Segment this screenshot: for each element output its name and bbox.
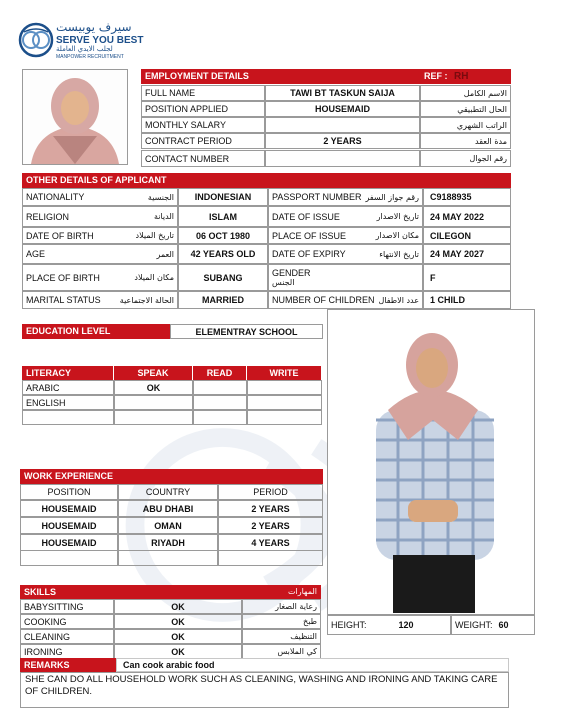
work-cell: RIYADH	[118, 534, 218, 551]
ref-label: REF :	[424, 71, 448, 81]
skill-value: OK	[114, 644, 242, 659]
literacy-cell: OK	[114, 380, 193, 395]
other-right-label-ar: مكان الاصدار	[375, 231, 419, 240]
other-left-label-ar: العمر	[156, 249, 174, 259]
remarks-short: Can cook arabic food	[116, 658, 509, 672]
brand-arabic-sub: لجلب الايدي العاملة	[56, 45, 113, 53]
logo-emblem-icon	[18, 22, 54, 58]
ref-box	[420, 69, 511, 84]
other-right-label	[268, 227, 423, 244]
other-left-label	[22, 188, 178, 206]
employment-row-value	[265, 117, 420, 133]
work-cell: 2 YEARS	[218, 517, 323, 534]
work-cell	[118, 550, 218, 566]
literacy-cell	[114, 410, 193, 425]
weight-cell	[451, 615, 535, 635]
weight-value: 60	[498, 620, 509, 630]
other-left-value: SUBANG	[178, 264, 268, 291]
other-right-label-en: NUMBER OF CHILDREN	[272, 295, 375, 305]
other-right-label-en: GENDER	[272, 268, 311, 278]
skill-ar: رعاية الصغار	[242, 599, 321, 614]
employment-row-label: CONTACT NUMBER	[141, 150, 265, 167]
employment-row-ar: الراتب الشهري	[420, 117, 511, 133]
other-left-value: INDONESIAN	[178, 188, 268, 206]
employment-row-label: FULL NAME	[141, 85, 265, 101]
other-right-label	[268, 291, 423, 309]
employment-row-ar: الاسم الكامل	[420, 85, 511, 101]
other-right-value: 1 CHILD	[423, 291, 511, 309]
literacy-cell: ENGLISH	[22, 395, 114, 410]
other-right-value: 24 MAY 2022	[423, 206, 511, 227]
other-left-label	[22, 227, 178, 244]
other-right-label-ar: رقم جواز السفر	[365, 192, 419, 202]
work-column-header: COUNTRY	[118, 484, 218, 500]
other-right-label	[268, 206, 423, 227]
skill-label: BABYSITTING	[20, 599, 114, 614]
other-left-label-en: PLACE OF BIRTH	[26, 272, 100, 283]
skill-label: IRONING	[20, 644, 114, 659]
skills-title-ar: المهارات	[287, 587, 317, 596]
work-cell: 4 YEARS	[218, 534, 323, 551]
height-cell	[327, 615, 451, 635]
other-right-label-en: DATE OF EXPIRY	[272, 249, 346, 259]
literacy-cell	[247, 410, 322, 425]
skills-title: SKILLS	[24, 587, 57, 597]
skill-value: OK	[114, 599, 242, 614]
applicant-portrait-icon	[23, 70, 127, 164]
literacy-cell	[114, 395, 193, 410]
work-cell	[20, 550, 118, 566]
skill-value: OK	[114, 629, 242, 644]
skills-header	[20, 585, 321, 599]
other-right-label-ar: تاريخ الانتهاء	[379, 249, 419, 259]
employment-row-ar: الحال التطبيقي	[420, 101, 511, 117]
literacy-header: LITERACY	[22, 366, 114, 380]
brand-sub: MANPOWER RECRUITMENT	[56, 54, 124, 60]
other-left-label	[22, 291, 178, 309]
other-left-label-ar: الجنسية	[147, 192, 174, 202]
work-header: WORK EXPERIENCE	[20, 469, 323, 484]
other-right-label-en: DATE OF ISSUE	[272, 211, 340, 222]
work-column-header: PERIOD	[218, 484, 323, 500]
other-right-label	[268, 244, 423, 264]
other-left-label	[22, 206, 178, 227]
employment-row-ar: مدة العقد	[420, 133, 511, 149]
literacy-cell	[193, 380, 247, 395]
education-value: ELEMENTRAY SCHOOL	[170, 324, 323, 339]
skill-ar: التنظيف	[242, 629, 321, 644]
education-label: EDUCATION LEVEL	[22, 324, 170, 339]
employment-row-value: HOUSEMAID	[265, 101, 420, 117]
other-left-label-en: MARITAL STATUS	[26, 295, 101, 305]
employment-row-label: POSITION APPLIED	[141, 101, 265, 117]
remarks-label: REMARKS	[20, 658, 116, 672]
employment-row-label: MONTHLY SALARY	[141, 117, 265, 133]
other-left-label	[22, 244, 178, 264]
other-left-value: ISLAM	[178, 206, 268, 227]
ref-value: RH	[454, 71, 469, 82]
work-cell: HOUSEMAID	[20, 534, 118, 551]
other-left-label-ar: الديانة	[153, 212, 174, 221]
skill-ar: طبخ	[242, 614, 321, 629]
literacy-cell	[22, 410, 114, 425]
literacy-cell	[193, 395, 247, 410]
other-right-label	[268, 264, 423, 291]
employment-header: EMPLOYMENT DETAILS	[141, 69, 420, 84]
brand-arabic-name: سيرف يوبيست	[56, 20, 132, 34]
employment-row-value: TAWI BT TASKUN SAIJA	[265, 85, 420, 101]
work-cell	[218, 550, 323, 566]
other-right-label-en: PASSPORT NUMBER	[272, 192, 362, 202]
other-left-value: 06 OCT 1980	[178, 227, 268, 244]
other-left-label	[22, 264, 178, 291]
other-right-label	[268, 188, 423, 206]
other-right-label-en: PLACE OF ISSUE	[272, 230, 347, 241]
other-right-label-ar: عدد الاطفال	[378, 295, 419, 305]
other-right-value: F	[423, 264, 511, 291]
work-column-header: POSITION	[20, 484, 118, 500]
other-left-label-ar: مكان الميلاد	[134, 273, 174, 282]
skill-label: CLEANING	[20, 629, 114, 644]
other-left-label-en: DATE OF BIRTH	[26, 230, 94, 241]
applicant-photo-small	[22, 69, 128, 165]
employment-row-value: 2 YEARS	[265, 133, 420, 149]
other-left-label-en: AGE	[26, 249, 46, 259]
literacy-header: READ	[193, 366, 247, 380]
work-cell: HOUSEMAID	[20, 500, 118, 517]
other-left-value: MARRIED	[178, 291, 268, 309]
other-right-value: C9188935	[423, 188, 511, 206]
skill-value: OK	[114, 614, 242, 629]
height-label: HEIGHT:	[331, 620, 367, 630]
applicant-photo-full	[327, 309, 535, 615]
employment-row-label: CONTRACT PERIOD	[141, 133, 265, 149]
other-right-value: 24 MAY 2027	[423, 244, 511, 264]
other-details-header: OTHER DETAILS OF APPLICANT	[22, 173, 511, 188]
work-cell: 2 YEARS	[218, 500, 323, 517]
height-value: 120	[398, 620, 414, 630]
work-cell: OMAN	[118, 517, 218, 534]
company-logo	[18, 20, 168, 62]
work-cell: ABU DHABI	[118, 500, 218, 517]
skill-ar: كي الملابس	[242, 644, 321, 659]
skill-label: COOKING	[20, 614, 114, 629]
other-left-label-ar: تاريخ الميلاد	[135, 231, 174, 240]
employment-row-ar: رقم الجوال	[420, 150, 511, 167]
remarks-text: SHE CAN DO ALL HOUSEHOLD WORK SUCH AS CLEANING, WASHING AND IRONING AND TAKING CARE OF CHILDREN.	[20, 672, 509, 708]
literacy-cell: ARABIC	[22, 380, 114, 395]
other-right-label-ar: الجنس	[272, 278, 295, 287]
other-right-label-ar: تاريخ الاصدار	[376, 212, 419, 221]
literacy-header: WRITE	[247, 366, 322, 380]
other-right-value: CILEGON	[423, 227, 511, 244]
literacy-cell	[193, 410, 247, 425]
applicant-fullbody-icon	[328, 310, 534, 614]
employment-row-value	[265, 150, 420, 167]
other-left-label-ar: الحالة الاجتماعية	[119, 295, 174, 305]
work-cell: HOUSEMAID	[20, 517, 118, 534]
other-left-value: 42 YEARS OLD	[178, 244, 268, 264]
weight-label: WEIGHT:	[455, 620, 493, 630]
other-left-label-en: RELIGION	[26, 211, 70, 222]
literacy-header: SPEAK	[114, 366, 193, 380]
other-left-label-en: NATIONALITY	[26, 192, 85, 202]
literacy-cell	[247, 380, 322, 395]
literacy-cell	[247, 395, 322, 410]
brand-name: SERVE YOU BEST	[56, 35, 144, 46]
